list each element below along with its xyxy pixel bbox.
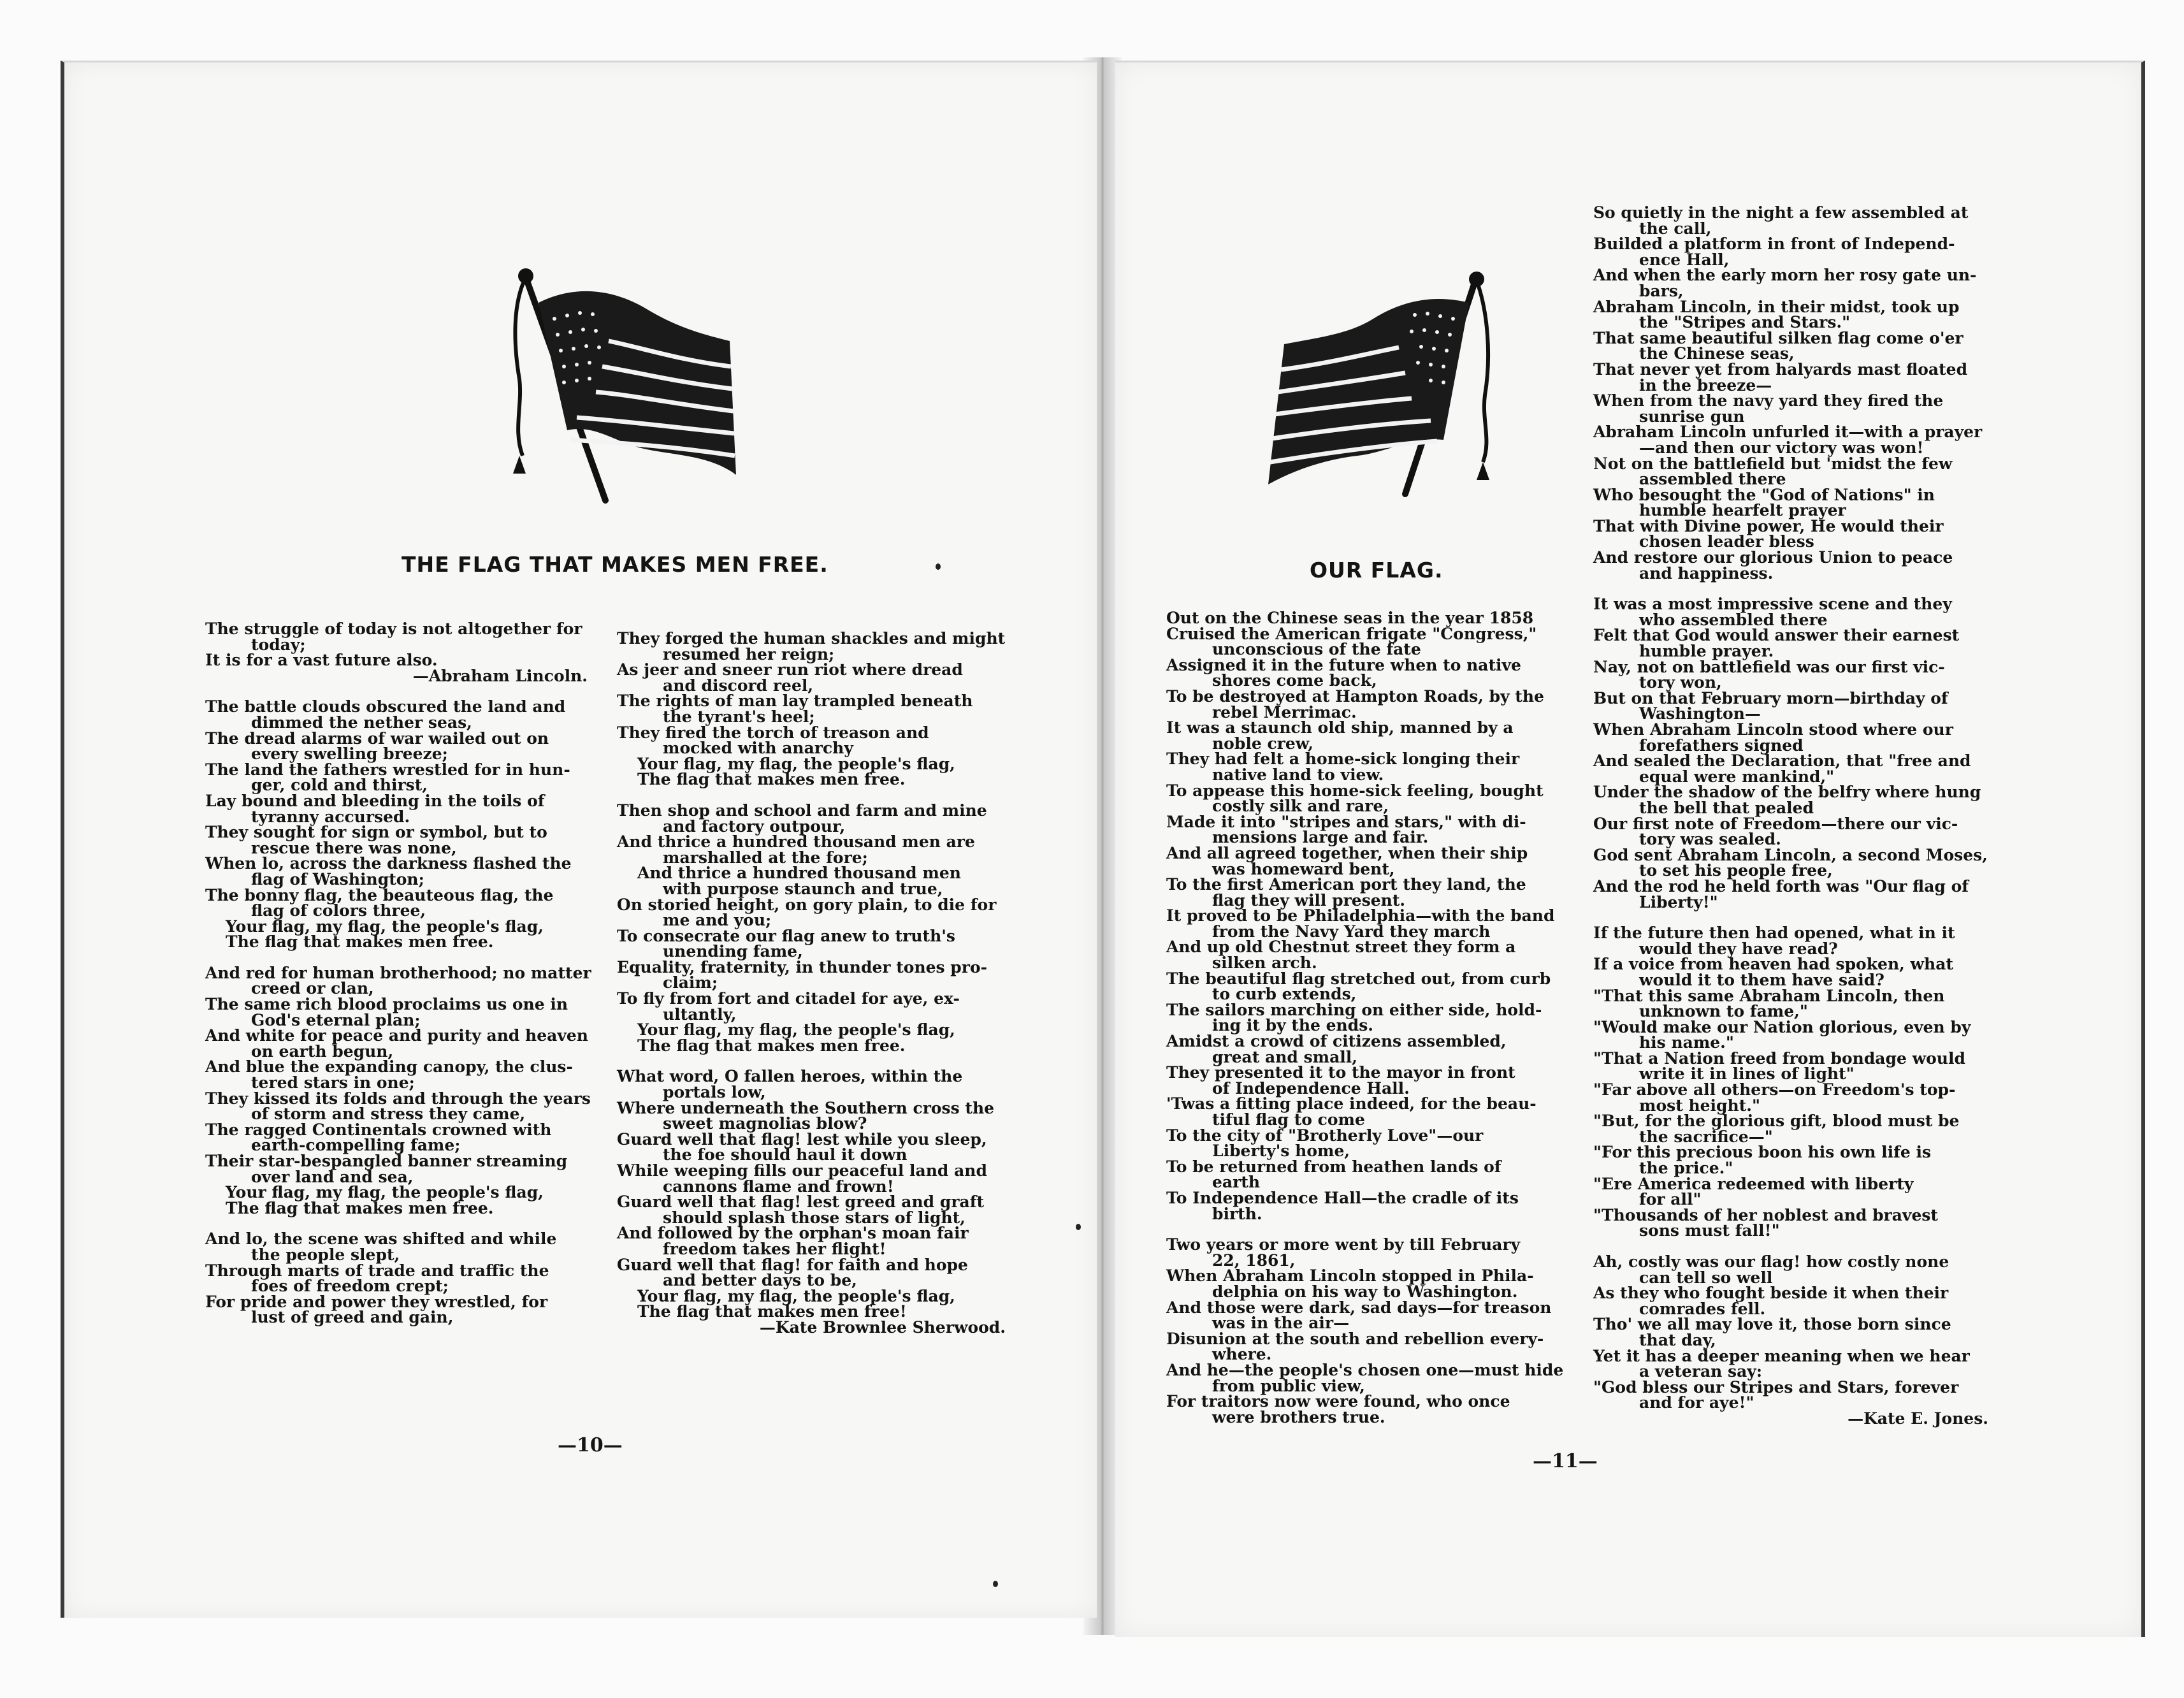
poem-line: Guard well that flag! lest greed and graft xyxy=(617,1193,985,1212)
poem-line: tyranny accursed. xyxy=(251,807,410,826)
stanza xyxy=(1593,597,2001,910)
poem-line: But on that February morn—birthday of xyxy=(1593,688,1948,708)
stanza xyxy=(617,803,1018,1054)
poem-line: lust of greed and gain, xyxy=(251,1308,454,1327)
poem-line: To be returned from heathen lands of xyxy=(1166,1157,1501,1176)
poem-line: write it in lines of light" xyxy=(1639,1064,1855,1084)
poem-line: 'Twas a fitting place indeed, for the beau- xyxy=(1166,1094,1537,1114)
poem-line: Abraham Lincoln, in their midst, took up xyxy=(1593,297,1960,316)
poem-line: the tyrant's heel; xyxy=(663,707,815,726)
poem-line: "Ere America redeemed with liberty xyxy=(1593,1174,1914,1193)
poem-line: every swelling breeze; xyxy=(251,744,448,764)
ink-speck xyxy=(1076,1224,1081,1230)
poem-line: should splash those stars of light, xyxy=(663,1208,965,1227)
poem-line: Who besought the "God of Nations" in xyxy=(1593,485,1935,504)
poem-line: That never yet from halyards mast floated xyxy=(1593,359,1968,379)
poem-line: Equality, fraternity, in thunder tones pro- xyxy=(617,957,988,976)
poem-line: was in the air— xyxy=(1212,1314,1350,1333)
flag-illustration-left xyxy=(500,265,755,504)
poem-line: Liberty!" xyxy=(1639,892,1718,911)
poem-line: They sought for sign or symbol, but to xyxy=(205,823,547,842)
poem-line: and discord reel, xyxy=(663,676,814,695)
poem-line: from the Navy Yard they march xyxy=(1212,922,1491,941)
poem-line: and happiness. xyxy=(1639,563,1774,583)
poem-line: Where underneath the Southern cross the xyxy=(617,1098,995,1117)
poem-line: While weeping fills our peaceful land and xyxy=(617,1161,987,1180)
left-column-1 xyxy=(205,621,600,1341)
poem-line: And lo, the scene was shifted and while xyxy=(205,1230,557,1249)
poem-line: As they who fought beside it when their xyxy=(1593,1284,1949,1303)
stanza xyxy=(617,631,1018,788)
stanza xyxy=(1593,1254,2001,1427)
poem-line: chosen leader bless xyxy=(1639,532,1814,551)
poem-line: To Independence Hall—the cradle of its xyxy=(1166,1188,1519,1207)
poem-line: Our first note of Freedom—there our vic- xyxy=(1593,814,1958,833)
poem-line: And white for peace and purity and heaven xyxy=(205,1026,588,1045)
poem-line: most height." xyxy=(1639,1096,1760,1115)
poem-line: "Far above all others—on Freedom's top- xyxy=(1593,1080,1956,1099)
poem-line: were brothers true. xyxy=(1212,1407,1385,1426)
poem-line: Disunion at the south and rebellion every- xyxy=(1166,1329,1544,1348)
poem-line: rescue there was none, xyxy=(251,838,457,857)
poem-line: would it to them have said? xyxy=(1639,970,1884,989)
poem-line: It was a most impressive scene and they xyxy=(1593,595,1952,614)
poem-line: 22, 1861, xyxy=(1212,1251,1296,1270)
poem-line: and for aye!" xyxy=(1639,1393,1754,1412)
poem-line: To the city of "Brotherly Love"—our xyxy=(1166,1126,1484,1145)
poem-line: resumed her reign; xyxy=(663,644,835,664)
poem-line: assembled there xyxy=(1639,470,1786,489)
poem-line: What word, O fallen heroes, within the xyxy=(617,1067,963,1086)
poem-line: Your flag, my flag, the people's flag, xyxy=(637,1020,955,1040)
poem-line: They fired the torch of treason and xyxy=(617,723,929,742)
poem-line: Felt that God would answer their earnest xyxy=(1593,626,1960,645)
poem-line: where. xyxy=(1212,1345,1272,1364)
poem-line: his name." xyxy=(1639,1033,1734,1052)
poem-line: earth-compelling fame; xyxy=(251,1136,461,1155)
poem-line: claim; xyxy=(663,973,718,992)
poem-line: great and small, xyxy=(1212,1047,1357,1066)
poem-line: Assigned it in the future when to native xyxy=(1166,655,1521,674)
stanza xyxy=(205,963,600,1217)
stanza xyxy=(1166,611,1574,1222)
stanza xyxy=(1593,205,2001,581)
poem-line: the sacrifice—" xyxy=(1639,1127,1773,1146)
poem-line: And followed by the orphan's moan fair xyxy=(617,1224,969,1243)
poem-line: Your flag, my flag, the people's flag, xyxy=(226,1183,544,1202)
poem-line: When from the navy yard they fired the xyxy=(1593,391,1944,410)
stanza xyxy=(205,621,600,684)
poem-line: They had felt a home-sick longing their xyxy=(1166,750,1520,769)
poem-line: Their star-bespangled banner streaming xyxy=(205,1152,568,1170)
poem-line: And restore our glorious Union to peace xyxy=(1593,548,1953,567)
stanza xyxy=(205,699,600,950)
poem-line: And sealed the Declaration, that "free and xyxy=(1593,751,1971,771)
poem-line: The rights of man lay trampled beneath xyxy=(617,692,973,711)
left-column-2 xyxy=(617,631,1018,1351)
poem-line: Lay bound and bleeding in the toils of xyxy=(205,791,545,810)
poem-line: the "Stripes and Stars." xyxy=(1639,313,1851,332)
poem-line: rebel Merrimac. xyxy=(1212,702,1357,722)
poem-line: today; xyxy=(251,635,306,654)
poem-line: When lo, across the darkness flashed the xyxy=(205,854,572,873)
poem-line: unknown to fame," xyxy=(1639,1002,1808,1021)
poem-line: delphia on his way to Washington. xyxy=(1212,1282,1518,1301)
poem-line: would they have read? xyxy=(1639,939,1838,958)
right-column-2 xyxy=(1593,205,2001,1442)
poem-line: And those were dark, sad days—for treason xyxy=(1166,1298,1552,1317)
poem-line: equal were mankind," xyxy=(1639,767,1835,786)
poem-line: Made it into "stripes and stars," with di- xyxy=(1166,812,1526,831)
poem-line: And when the early morn her rosy gate un- xyxy=(1593,266,1977,285)
poem-line: that day, xyxy=(1639,1330,1716,1349)
poem-line: unending fame, xyxy=(663,942,803,961)
poem-line: "For this precious boon his own life is xyxy=(1593,1143,1932,1162)
poem-line: The flag that makes men free. xyxy=(226,1198,494,1217)
page-number-left: —10— xyxy=(558,1434,623,1456)
poem-line: Then shop and school and farm and mine xyxy=(617,801,987,820)
poem-line: foes of freedom crept; xyxy=(251,1277,449,1296)
poem-line: And blue the expanding canopy, the clus- xyxy=(205,1057,573,1077)
poem-line: Guard well that flag! for faith and hope xyxy=(617,1255,968,1274)
poem-attribution: —Kate Brownlee Sherwood. xyxy=(759,1317,1006,1337)
poem-line: Through marts of trade and traffic the xyxy=(205,1261,549,1280)
poem-line: flag of Washington; xyxy=(251,869,424,889)
poem-line: tory won, xyxy=(1639,673,1722,692)
poem-line: mocked with anarchy xyxy=(663,739,853,758)
poem-line: and factory outpour, xyxy=(663,816,846,836)
poem-line: to curb extends, xyxy=(1212,985,1357,1004)
poem-line: The sailors marching on either side, hold- xyxy=(1166,1000,1542,1019)
poem-line: ultantly, xyxy=(663,1005,737,1024)
poem-line: If the future then had opened, what in it xyxy=(1593,924,1955,943)
poem-line: creed or clan, xyxy=(251,979,374,998)
poem-line: and better days to be, xyxy=(663,1271,857,1290)
poem-line: "That a Nation freed from bondage would xyxy=(1593,1049,1965,1068)
poem-line: unconscious of the fate xyxy=(1212,640,1421,659)
poem-line: in the breeze— xyxy=(1639,375,1772,395)
poem-line: They presented it to the mayor in front xyxy=(1166,1063,1515,1082)
poem-line: forefathers signed xyxy=(1639,736,1804,755)
poem-line: And thrice a hundred thousand men xyxy=(637,864,961,883)
poem-line: And all agreed together, when their ship xyxy=(1166,843,1528,862)
poem-line: And he—the people's chosen one—must hide xyxy=(1166,1360,1564,1379)
poem-line: Yet it has a deeper meaning when we hear xyxy=(1593,1346,1970,1365)
poem-line: for all" xyxy=(1639,1190,1702,1209)
poem-line: For pride and power they wrestled, for xyxy=(205,1292,548,1311)
poem-line: Builded a platform in front of Independ- xyxy=(1593,235,1955,254)
poem-line: freedom takes her flight! xyxy=(663,1239,886,1258)
poem-line: can tell so well xyxy=(1639,1268,1773,1287)
poem-line: The beautiful flag stretched out, from curb xyxy=(1166,969,1551,988)
poem-line: tory was sealed. xyxy=(1639,830,1781,849)
poem-line: costly silk and rare, xyxy=(1212,797,1389,816)
poem-line: They forged the human shackles and might xyxy=(617,629,1006,648)
poem-line: dimmed the nether seas, xyxy=(251,713,472,732)
poem-line: To consecrate our flag anew to truth's xyxy=(617,926,955,945)
stanza xyxy=(1593,925,2001,1239)
ink-speck xyxy=(993,1581,998,1587)
poem-line: Cruised the American frigate "Congress," xyxy=(1166,624,1537,643)
poem-line: "Would make our Nation glorious, even by xyxy=(1593,1017,1971,1036)
poem-line: bars, xyxy=(1639,281,1684,300)
poem-line: Washington— xyxy=(1639,704,1761,723)
right-page-title: OUR FLAG. xyxy=(1310,558,1443,583)
poem-attribution: —Kate E. Jones. xyxy=(1848,1409,1988,1428)
poem-line: They kissed its folds and through the years xyxy=(205,1089,591,1108)
poem-line: comrades fell. xyxy=(1639,1299,1766,1318)
poem-line: of storm and stress they came, xyxy=(251,1105,526,1124)
poem-line: It was a staunch old ship, manned by a xyxy=(1166,718,1514,737)
poem-line: the bell that pealed xyxy=(1639,798,1814,817)
poem-line: To be destroyed at Hampton Roads, by the xyxy=(1166,686,1544,706)
poem-line: Out on the Chinese seas in the year 1858 xyxy=(1166,609,1534,627)
poem-line: the Chinese seas, xyxy=(1639,344,1795,363)
poem-line: Under the shadow of the belfry where hung xyxy=(1593,783,1981,802)
poem-line: sunrise gun xyxy=(1639,407,1745,426)
poem-line: on earth begun, xyxy=(251,1041,394,1061)
poem-line: of Independence Hall. xyxy=(1212,1078,1410,1098)
poem-line: Two years or more went by till February xyxy=(1166,1235,1521,1254)
poem-line: The bonny flag, the beauteous flag, the xyxy=(205,885,554,904)
poem-line: shores come back, xyxy=(1212,671,1377,690)
poem-line: When Abraham Lincoln stood where our xyxy=(1593,720,1953,739)
poem-line: earth xyxy=(1212,1173,1260,1192)
poem-line: the foe should haul it down xyxy=(663,1145,908,1165)
poem-line: The flag that makes men free! xyxy=(637,1302,907,1321)
poem-line: Your flag, my flag, the people's flag, xyxy=(226,917,544,936)
poem-line: The struggle of today is not altogether for xyxy=(205,620,582,638)
poem-line: was homeward bent, xyxy=(1212,859,1395,878)
poem-line: And red for human brotherhood; no matter xyxy=(205,963,591,982)
stanza xyxy=(205,1231,600,1326)
poem-line: The ragged Continentals crowned with xyxy=(205,1120,552,1139)
poem-line: The dread alarms of war wailed out on xyxy=(205,729,549,748)
left-page-title: THE FLAG THAT MAKES MEN FREE. xyxy=(401,552,828,577)
poem-line: To the first American port they land, the xyxy=(1166,875,1526,894)
poem-line: If a voice from heaven had spoken, what xyxy=(1593,955,1953,974)
flag-illustration-right xyxy=(1252,268,1507,500)
poem-line: When Abraham Lincoln stopped in Phila- xyxy=(1166,1266,1534,1286)
poem-line: And thrice a hundred thousand men are xyxy=(617,832,975,852)
poem-line: mensions large and fair. xyxy=(1212,828,1429,847)
poem-line: the price." xyxy=(1639,1159,1733,1178)
poem-line: Your flag, my flag, the people's flag, xyxy=(637,1286,955,1305)
ink-speck xyxy=(936,563,941,570)
poem-line: the call, xyxy=(1639,219,1712,238)
poem-line: It proved to be Philadelphia—with the band xyxy=(1166,906,1555,925)
poem-line: To fly from fort and citadel for aye, ex- xyxy=(617,989,960,1008)
poem-line: a veteran say: xyxy=(1639,1362,1763,1381)
poem-line: The flag that makes men free. xyxy=(637,1036,906,1055)
poem-line: with purpose staunch and true, xyxy=(663,879,943,898)
poem-line: It is for a vast future also. xyxy=(205,651,438,670)
poem-line: Tho' we all may love it, those born since xyxy=(1593,1315,1951,1334)
poem-line: to set his people free, xyxy=(1639,861,1833,880)
poem-line: God sent Abraham Lincoln, a second Moses, xyxy=(1593,845,1988,864)
poem-line: ing it by the ends. xyxy=(1212,1016,1373,1035)
poem-line: ence Hall, xyxy=(1639,250,1730,269)
poem-line: That with Divine power, He would their xyxy=(1593,516,1944,535)
poem-line: Abraham Lincoln unfurled it—with a prayer xyxy=(1593,423,1983,442)
poem-line: —and then our victory was won! xyxy=(1639,438,1924,457)
poem-line: humble prayer. xyxy=(1639,642,1774,661)
poem-line: And up old Chestnut street they form a xyxy=(1166,938,1516,957)
poem-line: from public view, xyxy=(1212,1376,1365,1395)
poem-line: Amidst a crowd of citizens assembled, xyxy=(1166,1032,1507,1051)
poem-line: who assembled there xyxy=(1639,610,1828,629)
poem-line: On storied height, on gory plain, to die for xyxy=(617,895,997,914)
poem-line: birth. xyxy=(1212,1204,1262,1223)
poem-line: The land the fathers wrestled for in hun- xyxy=(205,760,570,779)
poem-line: "That this same Abraham Lincoln, then xyxy=(1593,986,1945,1005)
poem-line: marshalled at the fore; xyxy=(663,848,868,867)
stanza xyxy=(1166,1237,1574,1425)
poem-line: And the rod he held forth was "Our flag of xyxy=(1593,876,1969,896)
poem-line: over land and sea, xyxy=(251,1167,414,1186)
page-number-right: —11— xyxy=(1533,1450,1598,1472)
poem-line: To appease this home-sick feeling, bought xyxy=(1166,781,1544,800)
poem-line: portals low, xyxy=(663,1083,766,1102)
poem-line: The battle clouds obscured the land and xyxy=(205,697,566,716)
poem-line: Ah, costly was our flag! how costly none xyxy=(1593,1252,1949,1271)
poem-line: flag of colors three, xyxy=(251,901,426,920)
poem-line: Liberty's home, xyxy=(1212,1142,1350,1161)
poem-line: ger, cold and thirst, xyxy=(251,776,428,795)
poem-line: "Thousands of her noblest and bravest xyxy=(1593,1205,1938,1224)
stanza xyxy=(617,1069,1018,1335)
poem-line: The flag that makes men free. xyxy=(226,932,494,952)
poem-line: Not on the battlefield but 'midst the few xyxy=(1593,454,1953,473)
poem-line: Guard well that flag! lest while you sleep, xyxy=(617,1129,987,1149)
poem-line: noble crew, xyxy=(1212,734,1313,753)
poem-line: flag they will present. xyxy=(1212,890,1406,910)
poem-line: As jeer and sneer run riot where dread xyxy=(617,660,963,679)
poem-line: humble hearfelt prayer xyxy=(1639,501,1846,520)
poem-line: God's eternal plan; xyxy=(251,1010,421,1029)
poem-line: native land to view. xyxy=(1212,765,1384,784)
poem-line: Nay, not on battlefield was our first vic- xyxy=(1593,657,1945,676)
poem-line: sons must fall!" xyxy=(1639,1221,1780,1240)
poem-line: tiful flag to come xyxy=(1212,1110,1365,1129)
right-column-1 xyxy=(1166,611,1574,1440)
poem-line: the people slept, xyxy=(251,1245,400,1264)
poem-line: For traitors now were found, who once xyxy=(1166,1392,1510,1411)
poem-line: tered stars in one; xyxy=(251,1073,415,1092)
poem-line: Your flag, my flag, the people's flag, xyxy=(637,754,955,773)
poem-line: sweet magnolias blow? xyxy=(663,1114,867,1133)
poem-line: That same beautiful silken flag come o'er xyxy=(1593,328,1963,347)
poem-line: me and you; xyxy=(663,911,772,930)
poem-line: "But, for the glorious gift, blood must be xyxy=(1593,1112,1960,1131)
poem-line: silken arch. xyxy=(1212,954,1317,973)
poem-attribution: —Abraham Lincoln. xyxy=(412,666,588,685)
poem-line: The same rich blood proclaims us one in xyxy=(205,995,568,1014)
poem-line: The flag that makes men free. xyxy=(637,770,906,789)
poem-line: So quietly in the night a few assembled at xyxy=(1593,203,1969,222)
poem-line: cannons flame and frown! xyxy=(663,1177,894,1196)
poem-line: "God bless our Stripes and Stars, forever xyxy=(1593,1377,1959,1397)
